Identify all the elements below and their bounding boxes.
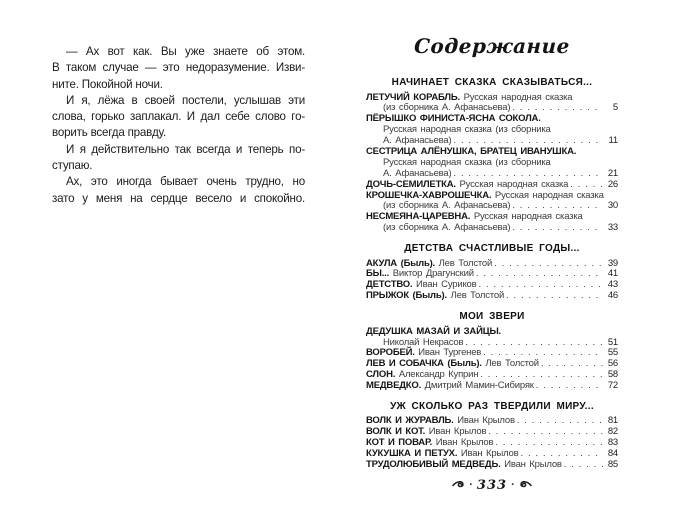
body-text-line: — Ах вот как. Вы уже знаете об этом. bbox=[66, 45, 305, 58]
toc-section bbox=[366, 243, 618, 302]
body-text-line: И я, лёжа в своей постели, услышав эти bbox=[66, 93, 305, 107]
toc-page-number: 33 bbox=[607, 222, 618, 234]
toc-line-text: ПЁРЫШКО ФИНИСТА-ЯСНА СОКОЛА. bbox=[366, 113, 541, 125]
toc-section-header: МОИ ЗВЕРИ bbox=[459, 311, 525, 323]
ornament-dot: · bbox=[511, 478, 515, 491]
toc-line-text: А. Афанасьева) bbox=[383, 135, 452, 147]
toc-line-text: (из сборника А. Афанасьева) bbox=[383, 222, 511, 234]
toc-section bbox=[366, 401, 618, 471]
toc-line-text: СЛОН. Александр Куприн bbox=[366, 369, 479, 381]
body-text-line: В таком случае — это недоразумение. Изви- bbox=[52, 61, 305, 75]
toc-line-text: А. Афанасьева) bbox=[383, 167, 452, 179]
dotted-leader bbox=[564, 460, 603, 471]
toc-page-number: 56 bbox=[607, 358, 618, 370]
toc-line bbox=[366, 460, 618, 471]
dotted-leader bbox=[506, 291, 603, 302]
toc-page-number: 43 bbox=[607, 279, 618, 291]
toc-line-text: Русская народная сказка (из сборника bbox=[383, 124, 551, 136]
dotted-leader bbox=[488, 427, 603, 438]
toc-line-text: НЕСМЕЯНА-ЦАРЕВНА. Русская народная сказка bbox=[366, 211, 583, 223]
toc-page-number: 82 bbox=[607, 426, 618, 438]
toc-line-text: ДЕДУШКА МАЗАЙ И ЗАЙЦЫ. bbox=[366, 325, 501, 337]
toc-line-text: Русская народная сказка (из сборника bbox=[383, 156, 551, 168]
toc-page-number: 39 bbox=[607, 257, 618, 269]
toc-line bbox=[366, 223, 618, 234]
toc-page-number: 46 bbox=[607, 290, 618, 302]
toc-line-text: ДЕТСТВО. Иван Суриков bbox=[366, 279, 477, 291]
page-number-ornament bbox=[366, 478, 618, 493]
toc-line-text: КОТ И ПОВАР. Иван Крылов bbox=[366, 437, 494, 449]
toc-line-text: ТРУДОЛЮБИВЫЙ МЕДВЕДЬ. Иван Крылов bbox=[366, 459, 562, 471]
body-text-line: зато у меня на сердце весело и спокойно. bbox=[52, 191, 305, 205]
body-text-line: ступаю. bbox=[52, 159, 93, 173]
toc-page-number: 11 bbox=[608, 135, 618, 147]
body-text-line: Ах, это иногда бывает очень трудно, но bbox=[66, 175, 305, 189]
dotted-leader bbox=[494, 259, 603, 270]
toc-line-text: (из сборника А. Афанасьева) bbox=[383, 102, 511, 114]
dotted-leader bbox=[512, 223, 603, 234]
toc-page-number: 51 bbox=[607, 336, 618, 348]
toc-line-text: ВОЛК И КОТ. Иван Крылов bbox=[366, 426, 487, 438]
dotted-leader bbox=[541, 359, 603, 370]
toc-section bbox=[366, 77, 618, 234]
toc-line-text: ПРЫЖОК (Быль). Лев Толстой bbox=[366, 290, 505, 302]
toc-page-number: 5 bbox=[612, 102, 618, 114]
toc-line bbox=[366, 291, 618, 302]
toc-line-text: ДОЧЬ-СЕМИЛЕТКА. Русская народная сказка bbox=[366, 178, 569, 190]
toc-page-number: 30 bbox=[607, 200, 618, 212]
toc-page-number: 55 bbox=[607, 347, 618, 359]
dotted-leader bbox=[517, 416, 603, 427]
toc-section-header: НАЧИНАЕТ СКАЗКА СКАЗЫВАТЬСЯ... bbox=[391, 77, 593, 88]
left-page-text bbox=[52, 44, 305, 207]
toc-line-text: БЫ... Виктор Драгунский bbox=[366, 268, 474, 280]
body-text-line: слова, горько заплакал. И дал себе слово го- bbox=[52, 110, 305, 124]
toc-line-text: КРОШЕЧКА-ХАВРОШЕЧКА. Русская народная сказка bbox=[366, 189, 604, 201]
toc-page-number: 41 bbox=[607, 268, 618, 280]
toc-page-number: 21 bbox=[607, 167, 618, 179]
toc-line-text: АКУЛА (Быль). Лев Толстой bbox=[366, 257, 493, 269]
toc-page-number: 81 bbox=[607, 415, 618, 427]
dotted-leader bbox=[476, 269, 603, 280]
toc-line-text: ЛЕТУЧИЙ КОРАБЛЬ. Русская народная сказка bbox=[366, 91, 573, 103]
body-text-line: И я действительно так всегда и теперь по- bbox=[66, 142, 305, 156]
dotted-leader bbox=[536, 381, 603, 392]
ornament-dot: · bbox=[469, 478, 473, 491]
toc-section bbox=[366, 311, 618, 392]
toc-section-header: ДЕТСТВА СЧАСТЛИВЫЕ ГОДЫ... bbox=[404, 243, 580, 255]
flourish-left-icon bbox=[452, 480, 465, 491]
flourish-right-icon bbox=[519, 480, 532, 491]
body-text-line: ните. Покойной ночи. bbox=[52, 77, 163, 91]
toc-page-number: 26 bbox=[607, 178, 618, 190]
toc-line bbox=[366, 381, 618, 392]
toc-page-number: 58 bbox=[607, 369, 618, 381]
toc-page-number: 83 bbox=[607, 437, 618, 449]
toc-title: Содержание bbox=[413, 34, 571, 58]
toc-page-number: 85 bbox=[607, 459, 618, 471]
toc-line-text: КУКУШКА И ПЕТУХ. Иван Крылов bbox=[366, 448, 519, 460]
toc-section-header: УЖ СКОЛЬКО РАЗ ТВЕРДИЛИ МИРУ... bbox=[390, 400, 594, 412]
page-number: 333 bbox=[476, 477, 508, 493]
toc-line-text: МЕДВЕДКО. Дмитрий Мамин-Сибиряк bbox=[366, 380, 534, 392]
toc-page-number: 72 bbox=[607, 380, 618, 392]
toc-line-text: Николай Некрасов bbox=[383, 336, 464, 348]
toc-line-text: ВОРОБЕЙ. Иван Тургенев bbox=[366, 347, 482, 359]
toc-line-text: ЛЕВ И СОБАЧКА (Быль). Лев Толстой bbox=[366, 358, 539, 370]
toc-sections bbox=[366, 77, 618, 471]
toc-line-text: (из сборника А. Афанасьева) bbox=[383, 200, 511, 212]
right-page bbox=[366, 33, 618, 493]
toc-page-number: 84 bbox=[607, 448, 618, 460]
dotted-leader bbox=[465, 338, 603, 349]
toc-line-text: СЕСТРИЦА АЛЁНУШКА, БРАТЕЦ ИВАНУШКА. bbox=[366, 145, 577, 157]
left-page bbox=[52, 44, 305, 207]
toc-line-text: ВОЛК И ЖУРАВЛЬ. Иван Крылов bbox=[366, 415, 515, 427]
body-text-line: ворить всегда правду. bbox=[52, 126, 167, 140]
